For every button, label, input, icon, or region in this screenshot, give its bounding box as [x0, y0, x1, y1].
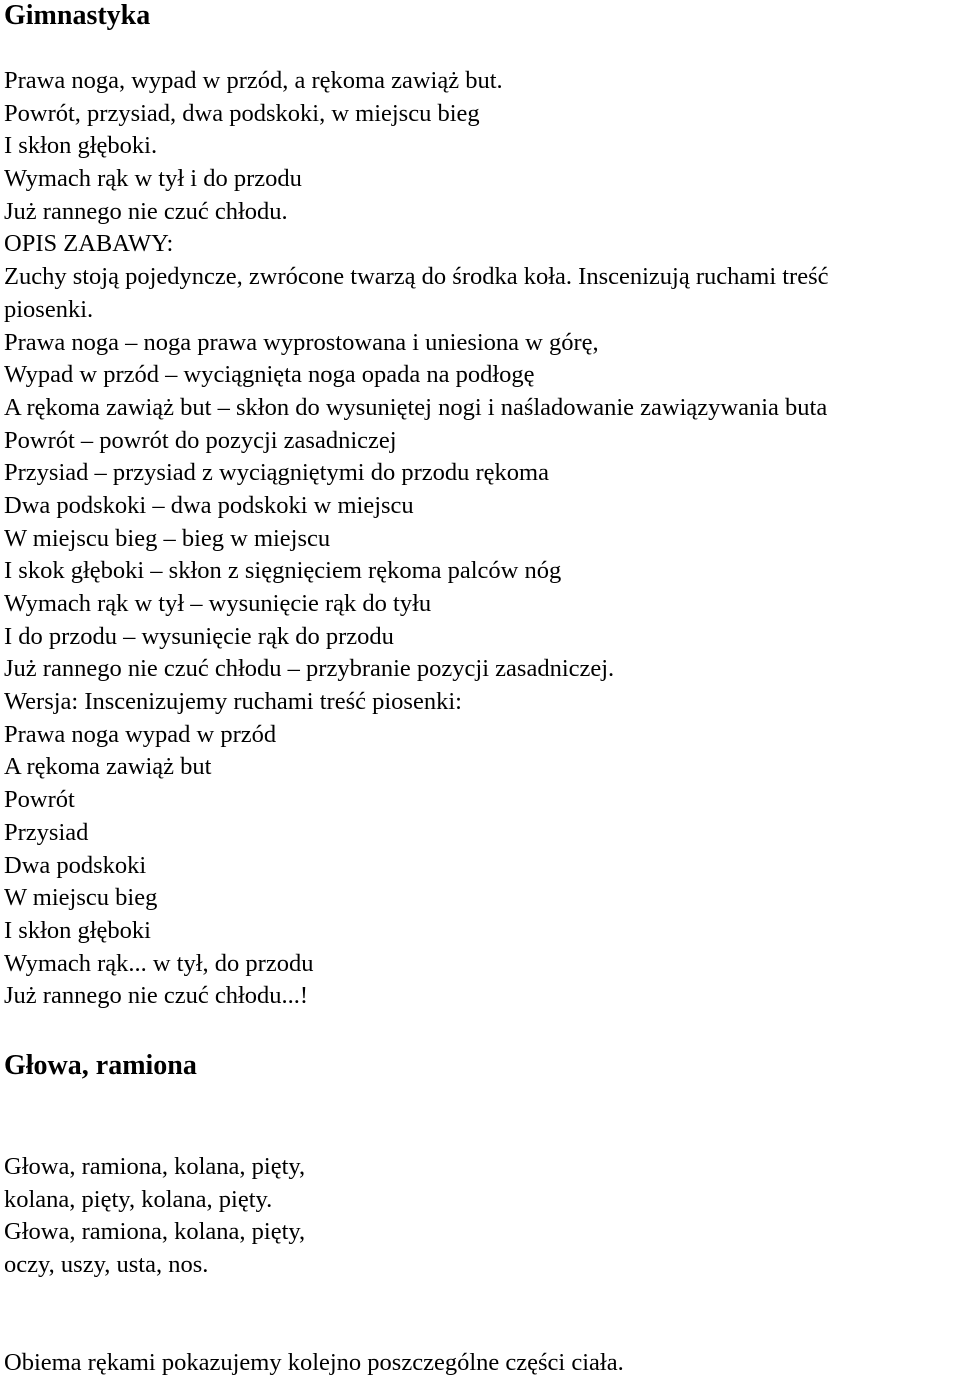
- text-line: W miejscu bieg – bieg w miejscu: [4, 524, 331, 552]
- section-title-gimnastyka: Gimnastyka: [4, 0, 151, 31]
- text-line: Już rannego nie czuć chłodu.: [4, 197, 288, 225]
- text-line: Już rannego nie czuć chłodu – przybranie pozycji zasadniczej.: [4, 655, 615, 683]
- description-line: Obiema rękami pokazujemy kolejno poszczególne części ciała.: [4, 1349, 624, 1376]
- text-line: W miejscu bieg: [4, 884, 158, 912]
- glowa-ramiona-description: [4, 1347, 960, 1380]
- text-line: I do przodu – wysunięcie rąk do przodu: [4, 622, 394, 650]
- text-line: A rękoma zawiąż but – skłon do wysuniętej nogi i naśladowanie zawiązywania buta: [4, 393, 828, 421]
- text-line: Dwa podskoki: [4, 851, 147, 879]
- text-line: Wypad w przód – wyciągnięta noga opada na podłogę: [4, 361, 535, 389]
- text-line: Przysiad – przysiad z wyciągniętymi do przodu rękoma: [4, 459, 549, 487]
- section-title-glowa-ramiona: Głowa, ramiona: [4, 1050, 197, 1081]
- text-line: I skłon głęboki: [4, 916, 151, 944]
- lyrics-line: kolana, pięty, kolana, pięty.: [4, 1185, 273, 1213]
- text-line: Prawa noga – noga prawa wyprostowana i uniesiona w górę,: [4, 328, 599, 356]
- text-line: A rękoma zawiąż but: [4, 753, 212, 781]
- lyrics-line: Głowa, ramiona, kolana, pięty,: [4, 1218, 306, 1246]
- text-line: piosenki.: [4, 295, 94, 323]
- gimnastyka-text: [4, 65, 960, 1013]
- text-line: Wersja: Inscenizujemy ruchami treść piosenki:: [4, 688, 462, 716]
- text-line: Przysiad: [4, 818, 89, 846]
- text-line: Dwa podskoki – dwa podskoki w miejscu: [4, 491, 414, 519]
- glowa-ramiona-lyrics: [4, 1151, 960, 1282]
- text-line: Prawa noga wypad w przód: [4, 720, 277, 748]
- text-line: Już rannego nie czuć chłodu...!: [4, 982, 309, 1010]
- lyrics-line: oczy, uszy, usta, nos.: [4, 1251, 209, 1279]
- text-line: Zuchy stoją pojedyncze, zwrócone twarzą do środka koła. Inscenizują ruchami treść: [4, 263, 829, 291]
- text-line: Wymach rąk w tył – wysunięcie rąk do tyłu: [4, 590, 432, 617]
- text-line: Powrót: [4, 786, 75, 814]
- text-line: Powrót, przysiad, dwa podskoki, w miejscu bieg: [4, 99, 480, 127]
- text-line: I skłon głęboki.: [4, 132, 158, 160]
- text-line: Prawa noga, wypad w przód, a rękoma zawiąż but.: [4, 67, 503, 94]
- lyrics-line: Głowa, ramiona, kolana, pięty,: [4, 1153, 306, 1180]
- text-line: Powrót – powrót do pozycji zasadniczej: [4, 426, 397, 454]
- text-line: Wymach rąk w tył i do przodu: [4, 165, 302, 193]
- text-line: Wymach rąk... w tył, do przodu: [4, 949, 314, 977]
- text-line: OPIS ZABAWY:: [4, 230, 174, 258]
- text-line: I skok głęboki – skłon z sięgnięciem rękoma palców nóg: [4, 557, 562, 585]
